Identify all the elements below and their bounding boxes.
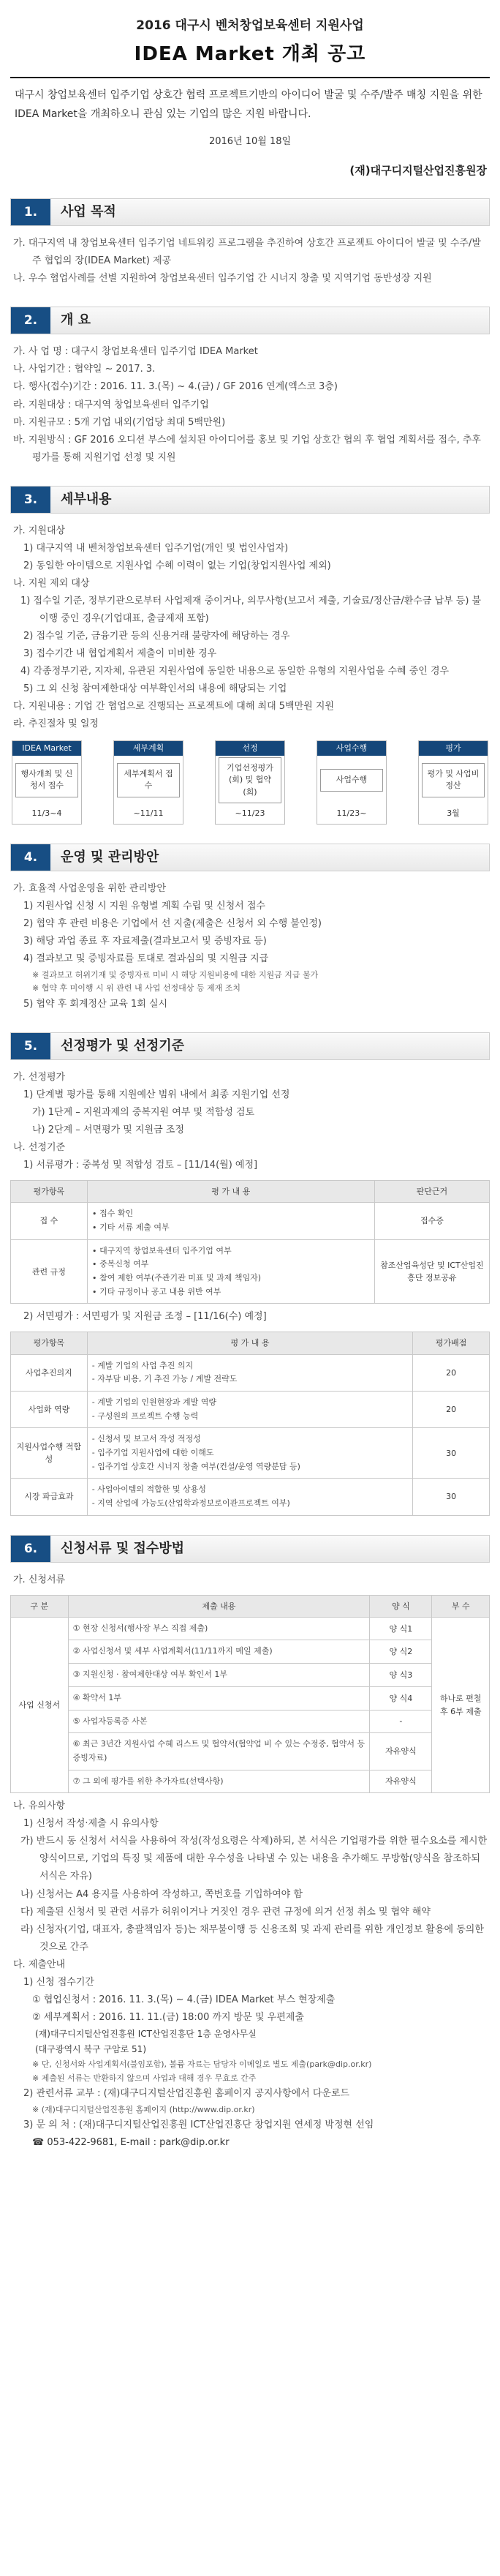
list-item: 2) 서면평가 : 서면평가 및 지원금 조정 – [11/16(수) 예정] bbox=[23, 1311, 267, 1323]
table-cell: 참조산업육성단 및 ICT산업진흥단 정보공유 bbox=[374, 1239, 489, 1304]
table-cell: 사업추진의지 bbox=[11, 1354, 88, 1391]
flow-step-head: IDEA Market bbox=[12, 741, 81, 756]
table-header: 평가항목 bbox=[11, 1181, 88, 1203]
list-item: 5) 협약 후 회계정산 교육 1회 실시 bbox=[23, 998, 168, 1010]
table-cell: ④ 확약서 1부 bbox=[68, 1686, 370, 1710]
flow-step-body: 행사개최 및 신청서 접수 bbox=[15, 763, 78, 797]
subhead: 가. 효율적 사업운영을 위한 관리방안 bbox=[13, 883, 167, 895]
table-row bbox=[11, 1686, 490, 1710]
table-cell: ① 현장 신청서(행사장 부스 직접 제출) bbox=[68, 1617, 370, 1640]
table-cell: ⑥ 최근 3년간 지원사업 수혜 리스트 및 협약서(협약업 비 수 있는 수정중, 협약서 등 증빙자료) bbox=[68, 1733, 370, 1770]
table-header: 양 식 bbox=[370, 1595, 432, 1617]
section-4-header bbox=[10, 844, 490, 871]
overview-item: 바. 지원방식 : GF 2016 오디션 부스에 설치된 아이디어를 홍보 및 기업 상호간 협의 후 협업 계획서를 접수, 추후 평가를 통해 지원기업 선정 및 지원 bbox=[13, 434, 481, 463]
flow-step bbox=[113, 740, 183, 825]
section-1-header bbox=[10, 198, 490, 226]
table-header: 평가배점 bbox=[413, 1332, 490, 1354]
list-item: 라) 신청자(기업, 대표자, 총괄책임자 등)는 채무불이행 등 신용조회 및 과제 관리를 위한 개인정보 활용에 동의한 것으로 간주 bbox=[20, 1923, 484, 1953]
section-6-header bbox=[10, 1535, 490, 1563]
table-header: 판단근거 bbox=[374, 1181, 489, 1203]
flow-step-head: 세부계획 bbox=[114, 741, 183, 756]
list-item: 1) 지원사업 신청 시 지원 유형별 계획 수립 및 신청서 접수 bbox=[23, 901, 265, 912]
cell-line: ∙ 대구지역 창업보육센터 입주기업 여부 bbox=[91, 1245, 232, 1255]
cell-line: - 입주기업 상호간 시너지 창출 여부(컨설/운영 역량분담 등) bbox=[91, 1461, 300, 1471]
table-row bbox=[11, 1733, 490, 1770]
overview-item: 가. 사 업 명 : 대구시 창업보육센터 입주기업 IDEA Market bbox=[13, 346, 258, 358]
table-header: 부 수 bbox=[432, 1595, 490, 1617]
table-cell: ⑤ 사업자등록증 사본 bbox=[68, 1710, 370, 1733]
list-item: 1) 단계별 평가를 통해 지원예산 범위 내에서 최종 지원기업 선정 bbox=[23, 1089, 290, 1100]
table-cell: ⑦ 그 외에 평가를 위한 추가자료(선택사항) bbox=[68, 1770, 370, 1793]
table-cell: 지원사업수행 적합성 bbox=[11, 1428, 88, 1479]
table-header: 제출 내용 bbox=[68, 1595, 370, 1617]
list-item: 1) 신청서 작성·제출 시 유의사항 bbox=[23, 1818, 159, 1830]
list-item: 3) 접수기간 내 협업계획서 제출이 미비한 경우 bbox=[23, 648, 217, 660]
list-item: 나) 신청서는 A4 용지를 사용하여 작성하고, 쪽번호를 기입하여야 함 bbox=[20, 1888, 303, 1900]
subhead: 다. 지원내용 : 기업 간 협업으로 진행되는 프로젝트에 대해 최대 5백만원 지원 bbox=[13, 701, 334, 713]
cell-line: - 계발 기업의 사업 추진 의지 bbox=[91, 1360, 194, 1370]
cell-line: - 사업아이템의 적합한 및 상용성 bbox=[91, 1484, 206, 1495]
list-item: 1) 신청 접수기간 bbox=[23, 1976, 94, 1988]
note: ※ (재)대구디지털산업진흥원 홈페이지 (http://www.dip.or.kr) bbox=[32, 2104, 255, 2114]
section-number: 4. bbox=[11, 844, 50, 871]
table-cell: 양 식1 bbox=[370, 1617, 432, 1640]
table-cell: 하나로 편철 후 6부 제출 bbox=[432, 1617, 490, 1793]
section-title: 운영 및 관리방안 bbox=[61, 849, 159, 865]
list-item: 1) 대구지역 내 벤처창업보육센터 입주기업(개인 및 법인사업자) bbox=[23, 542, 289, 554]
table-cell: - bbox=[370, 1710, 432, 1733]
subhead: 나. 유의사항 bbox=[13, 1800, 66, 1812]
flow-step-body: 사업수행 bbox=[320, 769, 383, 792]
cell-line: - 계발 기업의 인원현장과 계발 역량 bbox=[91, 1397, 217, 1407]
table-cell: ③ 지원신청 · 참여제한대상 여부 확인서 1부 bbox=[68, 1664, 370, 1687]
table-cell: 30 bbox=[413, 1428, 490, 1479]
table-cell bbox=[87, 1428, 412, 1479]
table-row bbox=[11, 1391, 490, 1427]
section-title: 신청서류 및 접수방법 bbox=[61, 1540, 185, 1556]
overview-item: 나. 사업기간 : 협약일 ~ 2017. 3. bbox=[13, 364, 156, 375]
section-number: 1. bbox=[11, 199, 50, 225]
cell-line: - 지역 산업에 가능도(산업학과정보로이관프로젝트 여부) bbox=[91, 1498, 290, 1508]
application-documents-table bbox=[10, 1595, 490, 1794]
section-title: 세부내용 bbox=[61, 491, 112, 507]
cell-line: - 입주기업 지원사업에 대한 이해도 bbox=[91, 1447, 214, 1457]
list-item: 다) 제출된 신청서 및 관련 서류가 허위이거나 거짓인 경우 관련 규정에 의거 선정 취소 및 협약 해약 bbox=[20, 1906, 431, 1918]
section-number: 3. bbox=[11, 487, 50, 513]
subhead: 라. 추진절차 및 일정 bbox=[13, 718, 99, 730]
table-header: 평가항목 bbox=[11, 1332, 88, 1354]
table-cell bbox=[87, 1203, 374, 1239]
table-row bbox=[11, 1617, 490, 1640]
table-header: 평 가 내 용 bbox=[87, 1332, 412, 1354]
list-item: 2) 협약 후 관련 비용은 기업에서 선 지출(제출은 신청서 외 수행 불인정) bbox=[23, 918, 322, 930]
list-item: 4) 각종정부기관, 지자체, 유관된 지원사업에 동일한 내용으로 동일한 유형의 지원사업을 수혜 중인 경우 bbox=[20, 666, 450, 677]
table-cell bbox=[87, 1354, 412, 1391]
list-item: 2) 동일한 아이템으로 지원사업 수혜 이력이 없는 기업(창업지원사업 제외) bbox=[23, 560, 331, 571]
table-cell: 20 bbox=[413, 1354, 490, 1391]
flow-step bbox=[215, 740, 285, 825]
document-review-table bbox=[10, 1180, 490, 1304]
list-item: 2) 관련서류 교부 : (재)대구디지털산업진흥원 홈페이지 공지사항에서 다운로드 bbox=[23, 2088, 350, 2100]
flow-step-body: 기업선정평가(회) 및 협약(회) bbox=[219, 757, 281, 804]
table-cell: 자유양식 bbox=[370, 1770, 432, 1793]
flow-step-body: 세부계획서 접수 bbox=[117, 763, 180, 797]
list-item: 나) 2단계 – 서면평가 및 지원금 조정 bbox=[32, 1124, 184, 1136]
subhead: 가. 지원대상 bbox=[13, 525, 66, 536]
flow-step bbox=[418, 740, 488, 825]
title-divider bbox=[10, 77, 490, 78]
table-row bbox=[11, 1710, 490, 1733]
flow-step-body: 평가 및 사업비정산 bbox=[422, 763, 485, 797]
list-item: 4) 결과보고 및 증빙자료를 토대로 결과심의 및 지원금 지급 bbox=[23, 953, 269, 965]
subhead: 나. 지원 제외 대상 bbox=[13, 577, 90, 589]
subhead: 나. 선정기준 bbox=[13, 1142, 66, 1154]
table-cell: 사업 신청서 bbox=[11, 1617, 69, 1793]
flow-step-date: 11/3~4 bbox=[31, 808, 62, 819]
table-cell: 20 bbox=[413, 1391, 490, 1427]
table-cell: 자유양식 bbox=[370, 1733, 432, 1770]
cell-line: ∙ 기타 규정이나 공고 내용 위반 여부 bbox=[91, 1286, 221, 1296]
notice-date: 2016년 10월 18일 bbox=[208, 135, 292, 147]
section-title: 개 요 bbox=[61, 312, 91, 328]
cell-line: ∙ 참여 제한 여부(주관기관 미표 및 과제 책임자) bbox=[91, 1273, 262, 1283]
table-cell: 30 bbox=[413, 1479, 490, 1515]
cell-line: - 자부담 비용, 기 추진 가능 / 계발 전략도 bbox=[91, 1374, 238, 1384]
table-cell: ② 사업신청서 및 세부 사업계획서(11/11까지 메일 제출) bbox=[68, 1640, 370, 1664]
table-row bbox=[11, 1640, 490, 1664]
section-title: 사업 목적 bbox=[61, 204, 116, 220]
list-item: 3) 해당 과업 종료 후 자료제출(결과보고서 및 증빙자료 등) bbox=[23, 936, 267, 947]
table-row bbox=[11, 1664, 490, 1687]
list-item: ① 협업신청서 : 2016. 11. 3.(목) ~ 4.(금) IDEA Market 부스 현장제출 bbox=[32, 1994, 336, 2005]
flow-step bbox=[317, 740, 387, 825]
page-title: IDEA Market 개최 공고 bbox=[134, 43, 366, 66]
purpose-item: 가. 대구지역 내 창업보육센터 입주기업 네트워킹 프로그램을 추진하여 상호간 프로젝트 아이디어 발굴 및 수주/발주 협업의 장(IDEA Market) 제공 bbox=[13, 238, 481, 267]
flow-step-head: 평가 bbox=[419, 741, 488, 756]
section-2-header bbox=[10, 307, 490, 334]
address-line: (대구광역시 북구 구암로 51) bbox=[35, 2044, 146, 2055]
flow-step bbox=[12, 740, 82, 825]
flow-step-date: ~11/11 bbox=[133, 808, 164, 819]
written-review-table bbox=[10, 1332, 490, 1515]
subhead: 가. 선정평가 bbox=[13, 1071, 66, 1083]
table-cell: 시장 파급효과 bbox=[11, 1479, 88, 1515]
section-title: 선정평가 및 선정기준 bbox=[61, 1038, 185, 1054]
list-item: 3) 문 의 처 : (재)대구디지털산업진흥원 ICT산업진흥단 창업지원 연세정 박정현 선임 bbox=[23, 2119, 374, 2131]
table-row bbox=[11, 1428, 490, 1479]
cell-line: ∙ 접수 확인 bbox=[91, 1209, 134, 1219]
table-cell: 접 수 bbox=[11, 1203, 88, 1239]
flow-step-head: 선정 bbox=[216, 741, 284, 756]
note: ※ 단, 신청서와 사업계획서(불임포함), 볼륨 자료는 담당자 이메일로 별도 제출(park@dip.or.kr) bbox=[32, 2059, 372, 2070]
table-header: 평 가 내 용 bbox=[87, 1181, 374, 1203]
contact-info[interactable]: ☎ 053-422-9681, E-mail : park@dip.or.kr bbox=[32, 2137, 230, 2149]
table-cell: 접수증 bbox=[374, 1203, 489, 1239]
process-flow bbox=[12, 740, 488, 825]
table-cell bbox=[87, 1479, 412, 1515]
cell-line: - 구성원의 프로젝트 수행 능력 bbox=[91, 1411, 199, 1421]
subhead: 가. 신청서류 bbox=[13, 1574, 66, 1585]
list-item: 가) 반드시 동 신청서 서식을 사용하여 작성(작성요령은 삭제)하되, 본 서식은 기업평가를 위한 필수요소를 제시한 양식이므로, 기업의 특징 및 제품에 대한 우수성을 나타낼 수 있는 내용을 추가해도 무방함(양식을 참조하되 서식은 자유) bbox=[20, 1836, 488, 1882]
table-row bbox=[11, 1203, 490, 1239]
cell-line: - 신청서 및 보고서 작성 적정성 bbox=[91, 1434, 201, 1444]
section-number: 6. bbox=[11, 1536, 50, 1562]
section-number: 2. bbox=[11, 307, 50, 334]
note: ※ 협약 후 미이행 시 위 관련 내 사업 선정대상 등 제재 조치 bbox=[32, 983, 240, 994]
program-kicker: 2016 대구시 벤처창업보육센터 지원사업 bbox=[136, 18, 364, 33]
table-header: 구 분 bbox=[11, 1595, 69, 1617]
table-row bbox=[11, 1239, 490, 1304]
overview-item: 다. 행사(접수)기간 : 2016. 11. 3.(목) ~ 4.(금) / GF 2016 연계(엑스코 3층) bbox=[13, 381, 338, 393]
list-item: 1) 접수일 기준, 정부기관으로부터 사업제재 중이거나, 의무사항(보고서 제출, 기술료/정산금/환수금 납부 등) 불이행 중인 경우(기업대표, 출금제재 포함) bbox=[20, 595, 482, 624]
table-row bbox=[11, 1354, 490, 1391]
organization-name: (재)대구디지털산업진흥원장 bbox=[349, 163, 487, 177]
flow-step-date: ~11/23 bbox=[235, 808, 265, 819]
flow-step-head: 사업수행 bbox=[317, 741, 386, 756]
flow-step-date: 11/23~ bbox=[336, 808, 367, 819]
subhead: 다. 제출안내 bbox=[13, 1959, 66, 1970]
address-line: (재)대구디지털산업진흥원 ICT산업진흥단 1층 운영사무실 bbox=[35, 2028, 257, 2039]
table-row bbox=[11, 1479, 490, 1515]
table-row bbox=[11, 1770, 490, 1793]
section-5-header bbox=[10, 1032, 490, 1060]
table-cell: 사업화 역량 bbox=[11, 1391, 88, 1427]
table-cell bbox=[87, 1391, 412, 1427]
list-item: 2) 접수일 기준, 금융기관 등의 신용거래 불량자에 해당하는 경우 bbox=[23, 630, 290, 642]
table-cell bbox=[87, 1239, 374, 1304]
notice-header bbox=[10, 16, 490, 70]
table-cell: 양 식3 bbox=[370, 1664, 432, 1687]
list-item: ② 세부계획서 : 2016. 11. 11.(금) 18:00 까지 방문 및 우편제출 bbox=[32, 2011, 304, 2023]
flow-step-date: 3월 bbox=[447, 808, 460, 819]
table-cell: 양 식2 bbox=[370, 1640, 432, 1664]
note: ※ 결과보고 허위기재 및 증빙자료 미비 시 해당 지원비용에 대한 지원금 지급 불가 bbox=[32, 969, 319, 980]
list-item: 5) 그 외 신청 참여제한대상 여부확인서의 내용에 해당되는 기업 bbox=[23, 683, 287, 695]
section-number: 5. bbox=[11, 1033, 50, 1059]
list-item: 1) 서류평가 : 중복성 및 적합성 검토 – [11/14(월) 예정] bbox=[23, 1160, 258, 1171]
purpose-item: 나. 우수 협업사례를 선별 지원하여 창업보육센터 입주기업 간 시너지 창출 및 지역기업 동반성장 지원 bbox=[13, 273, 432, 285]
cell-line: ∙ 중복신청 여부 bbox=[91, 1259, 149, 1269]
section-3-header bbox=[10, 486, 490, 514]
note: ※ 제출된 서류는 반환하지 않으며 사업과 대해 경우 무효로 간주 bbox=[32, 2073, 257, 2083]
table-cell: 양 식4 bbox=[370, 1686, 432, 1710]
table-cell: 관련 규정 bbox=[11, 1239, 88, 1304]
list-item: 가) 1단계 – 지원과제의 중복지원 여부 및 적합성 검토 bbox=[32, 1107, 255, 1119]
intro-text: 대구시 창업보육센터 입주기업 상호간 협력 프로젝트기반의 아이디어 발굴 및 수주/발주 매칭 지원을 위한 IDEA Market을 개최하오니 관심 있는 기업의 많은 지원 바랍니다. bbox=[15, 89, 482, 121]
overview-item: 라. 지원대상 : 대구지역 창업보육센터 입주기업 bbox=[13, 399, 209, 410]
cell-line: ∙ 기타 서류 제출 여부 bbox=[91, 1222, 170, 1232]
overview-item: 마. 지원규모 : 5개 기업 내외(기업당 최대 5백만원) bbox=[13, 416, 226, 428]
